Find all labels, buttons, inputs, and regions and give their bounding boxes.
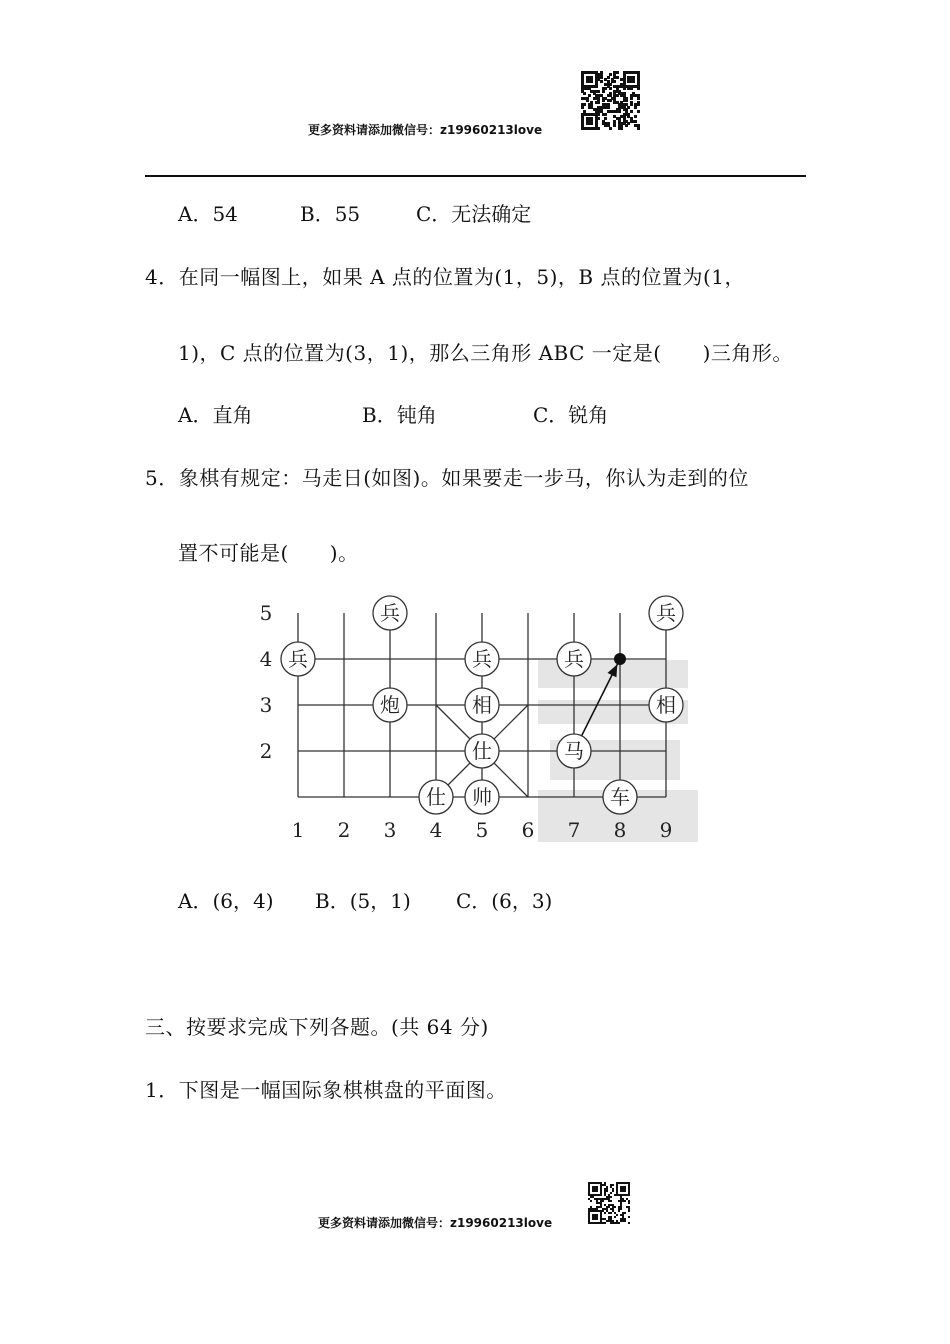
q5-option-a: A．(6，4) — [178, 889, 274, 913]
piece-label: 仕 — [472, 739, 492, 763]
q4-option-c: C．锐角 — [533, 403, 609, 427]
piece-label: 兵 — [288, 647, 308, 671]
piece-label: 兵 — [656, 601, 676, 625]
qr-module — [634, 120, 637, 123]
y-axis-label: 2 — [259, 739, 273, 763]
qr-module — [628, 1216, 630, 1218]
qr-module — [630, 87, 633, 90]
qr-module — [632, 80, 635, 83]
qr-module — [637, 110, 640, 113]
qr-module — [628, 1222, 630, 1224]
chess-piece — [419, 780, 453, 814]
qr-module — [624, 1200, 626, 1202]
qr-module — [624, 1190, 626, 1192]
qr-module — [586, 99, 589, 102]
qr-code-bottom — [588, 1182, 630, 1224]
chess-piece — [649, 596, 683, 630]
qr-module — [630, 97, 633, 100]
piece-label: 兵 — [472, 647, 492, 671]
qr-module — [590, 122, 593, 125]
q5-option-b: B．(5，1) — [315, 889, 411, 913]
q3-option-b: B．55 — [300, 202, 361, 226]
chess-piece — [465, 780, 499, 814]
qr-module — [596, 1190, 598, 1192]
qr-module — [613, 80, 616, 83]
x-axis-label: 6 — [521, 818, 535, 842]
x-axis-label: 4 — [429, 818, 443, 842]
qr-module — [597, 127, 600, 130]
q4-option-a: A．直角 — [178, 403, 253, 427]
qr-module — [628, 1194, 630, 1196]
x-axis-label: 1 — [291, 818, 305, 842]
qr-module — [637, 97, 640, 100]
qr-module — [618, 1210, 620, 1212]
piece-label: 车 — [610, 785, 630, 809]
section3-title: 三、按要求完成下列各题。(共 64 分) — [145, 1015, 489, 1039]
qr-module — [616, 76, 619, 79]
qr-module — [581, 106, 584, 109]
piece-label: 仕 — [426, 785, 446, 809]
q3-option-a: A．54 — [178, 202, 238, 226]
qr-module — [609, 127, 612, 130]
footer-text: 更多资料请添加微信号：z19960213love — [318, 1216, 553, 1230]
chess-piece — [603, 780, 637, 814]
qr-module — [590, 80, 593, 83]
qr-module — [625, 99, 628, 102]
piece-label: 相 — [472, 693, 492, 717]
qr-module — [612, 1184, 614, 1186]
qr-module — [595, 85, 598, 88]
qr-module — [618, 110, 621, 113]
chess-piece — [557, 642, 591, 676]
x-axis-label: 5 — [475, 818, 489, 842]
piece-label: 兵 — [564, 647, 584, 671]
q5-line1: 5．象棋有规定：马走日(如图)。如果要走一步马，你认为走到的位 — [145, 466, 749, 490]
piece-label: 马 — [564, 739, 584, 763]
qr-module — [583, 92, 586, 95]
qr-module — [625, 124, 628, 127]
piece-label: 帅 — [472, 785, 492, 809]
qr-module — [628, 1202, 630, 1204]
qr-module — [637, 127, 640, 130]
qr-module — [602, 90, 605, 93]
x-axis-label: 8 — [613, 818, 627, 842]
qr-module — [604, 1212, 606, 1214]
qr-module — [637, 87, 640, 90]
qr-module — [610, 1212, 612, 1214]
q5-line2: 置不可能是( )。 — [178, 541, 359, 565]
qr-module — [600, 1194, 602, 1196]
qr-module — [610, 1200, 612, 1202]
chess-piece — [557, 734, 591, 768]
q5-option-c: C．(6，3) — [456, 889, 553, 913]
qr-module — [613, 124, 616, 127]
chess-piece — [649, 688, 683, 722]
piece-label: 兵 — [380, 601, 400, 625]
qr-module — [620, 1208, 622, 1210]
qr-module — [606, 1190, 608, 1192]
qr-module — [590, 1200, 592, 1202]
y-axis-label: 3 — [259, 693, 273, 717]
qr-module — [597, 101, 600, 104]
q4-line1: 4．在同一幅图上，如果 A 点的位置为(1，5)，B 点的位置为(1， — [145, 265, 746, 289]
qr-module — [634, 106, 637, 109]
chess-piece — [281, 642, 315, 676]
qr-module — [609, 87, 612, 90]
qr-module — [614, 1206, 616, 1208]
section3-q1: 1．下图是一幅国际象棋棋盘的平面图。 — [145, 1078, 507, 1102]
y-axis-label: 5 — [259, 601, 273, 625]
qr-module — [609, 99, 612, 102]
target-dot — [614, 653, 626, 665]
x-axis-label: 3 — [383, 818, 397, 842]
qr-module — [612, 1190, 614, 1192]
chess-piece — [373, 688, 407, 722]
chess-piece — [373, 596, 407, 630]
qr-module — [604, 1222, 606, 1224]
chess-piece — [465, 642, 499, 676]
qr-module — [623, 87, 626, 90]
qr-module — [597, 90, 600, 93]
qr-module — [616, 1214, 618, 1216]
piece-label: 相 — [656, 693, 676, 717]
header-text: 更多资料请添加微信号：z19960213love — [308, 123, 543, 137]
qr-module — [634, 115, 637, 118]
q3-option-c: C．无法确定 — [416, 202, 532, 226]
y-axis-label: 4 — [259, 647, 273, 671]
qr-module — [624, 1212, 626, 1214]
q4-line2: 1)，C 点的位置为(3，1)，那么三角形 ABC 一定是( )三角形。 — [178, 341, 793, 365]
qr-module — [607, 106, 610, 109]
x-axis-label: 2 — [337, 818, 351, 842]
qr-module — [600, 80, 603, 83]
chess-board-figure — [250, 590, 700, 850]
q4-option-b: B．钝角 — [362, 403, 437, 427]
qr-module — [620, 127, 623, 130]
x-axis-label: 7 — [567, 818, 581, 842]
x-axis-label: 9 — [659, 818, 673, 842]
qr-code-top — [581, 71, 639, 129]
qr-module — [624, 1220, 626, 1222]
chess-piece — [465, 734, 499, 768]
header-rule — [145, 175, 806, 177]
qr-module — [610, 1196, 612, 1198]
qr-module — [596, 1218, 598, 1220]
qr-module — [602, 1200, 604, 1202]
qr-module — [610, 1192, 612, 1194]
qr-module — [628, 1210, 630, 1212]
qr-module — [602, 99, 605, 102]
qr-module — [618, 1222, 620, 1224]
piece-label: 炮 — [380, 693, 400, 717]
qr-module — [614, 1216, 616, 1218]
qr-module — [604, 113, 607, 116]
chess-piece — [465, 688, 499, 722]
